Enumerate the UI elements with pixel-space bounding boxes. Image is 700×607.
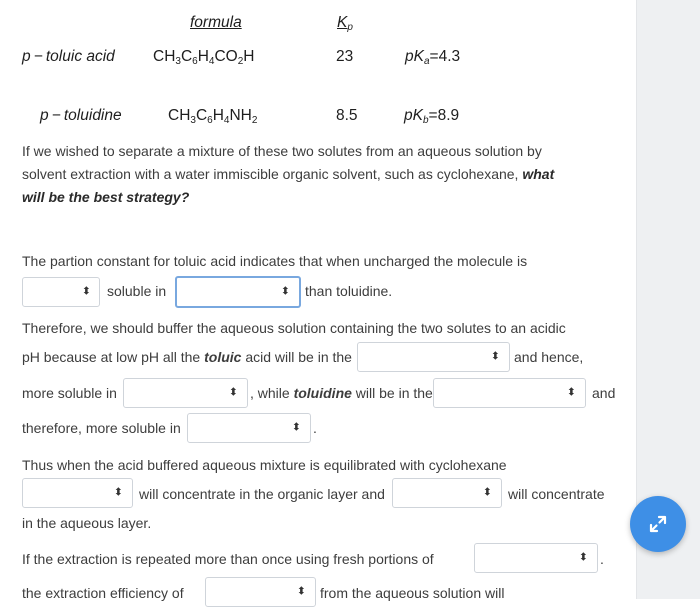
low-ph-text: pH because at low pH all the toluic acid will be in the — [22, 349, 352, 365]
aqueous-layer-select[interactable] — [392, 478, 502, 508]
aqueous-solution-will-label: from the aqueous solution will — [320, 585, 505, 601]
repeated-extraction-label: If the extraction is repeated more than once using fresh portions of — [22, 551, 434, 567]
partition-sentence: The partion constant for toluic acid indicates that when uncharged the molecule is — [22, 253, 528, 269]
select-arrow-icon: ⬍ — [566, 386, 576, 399]
and-label: and — [592, 385, 616, 401]
than-toluidine-label: than toluidine. — [305, 283, 393, 299]
select-arrow-icon: ⬍ — [81, 285, 91, 298]
compound-name-toluic-acid: p − toluic acid — [22, 48, 115, 65]
pkb-toluidine: $pK_b=8.9$ — [404, 107, 460, 126]
fresh-portions-select[interactable] — [474, 543, 598, 573]
and-hence-label: and hence, — [514, 349, 584, 365]
while-toluidine-text: , while toluidine will be in the — [250, 385, 433, 401]
expand-icon — [648, 514, 668, 534]
k-header-label: K — [337, 14, 348, 31]
question-text: If we wished to separate a mixture of these two solutes from an aqueous solution by solvent extraction with a water immiscible organic solvent, such as cyclohexane, what will be the best strategy? — [22, 143, 555, 205]
select-arrow-icon: ⬍ — [490, 350, 500, 363]
toluidine-form-select[interactable] — [433, 378, 586, 408]
select-arrow-icon: ⬍ — [482, 486, 492, 499]
organic-layer-label: will concentrate in the organic layer and — [139, 486, 385, 502]
select-arrow-icon: ⬍ — [280, 285, 290, 298]
select-arrow-icon: ⬍ — [113, 486, 123, 499]
k-header-sub: p — [347, 22, 353, 33]
soluble-in-label: soluble in — [107, 283, 167, 299]
formula-toluic-acid: $CH_3C_6H_4CO_2H$ — [153, 48, 255, 67]
efficiency-label: the extraction efficiency of — [22, 585, 184, 601]
select-arrow-icon: ⬍ — [578, 551, 588, 564]
equilibrated-sentence: Thus when the acid buffered aqueous mixture is equilibrated with cyclohexane — [22, 457, 507, 473]
organic-layer-select[interactable] — [22, 478, 133, 508]
efficiency-select[interactable] — [205, 577, 316, 607]
formula-toluidine: $CH_3C_6H_4NH_2$ — [168, 107, 258, 126]
k-value-toluic-acid: 23 — [336, 48, 354, 65]
solubility-select-1[interactable] — [22, 277, 100, 307]
will-concentrate-label: will concentrate — [508, 486, 605, 502]
pka-toluic-acid: $pK_a=4.3$ — [405, 48, 461, 67]
more-soluble-in-label: more soluble in — [22, 385, 117, 401]
compound-name-toluidine: p − toluidine — [40, 107, 122, 124]
toluidine-solvent-select[interactable] — [187, 413, 311, 443]
toluic-solvent-select[interactable] — [123, 378, 248, 408]
k-value-toluidine: 8.5 — [336, 107, 358, 124]
select-arrow-icon: ⬍ — [296, 585, 306, 598]
comma-label: . — [600, 551, 604, 567]
buffer-sentence: Therefore, we should buffer the aqueous solution containing the two solutes to an acidic — [22, 320, 566, 336]
therefore-label: therefore, more soluble in — [22, 420, 181, 436]
aqueous-layer-label: in the aqueous layer. — [22, 515, 152, 531]
toluic-form-select[interactable] — [357, 342, 510, 372]
expand-button[interactable] — [630, 496, 686, 552]
k-header — [337, 14, 353, 33]
period-label: . — [313, 420, 317, 436]
select-arrow-icon: ⬍ — [291, 421, 301, 434]
solubility-select-2[interactable] — [175, 276, 301, 308]
select-arrow-icon: ⬍ — [228, 386, 238, 399]
formula-header: formula — [190, 14, 242, 31]
